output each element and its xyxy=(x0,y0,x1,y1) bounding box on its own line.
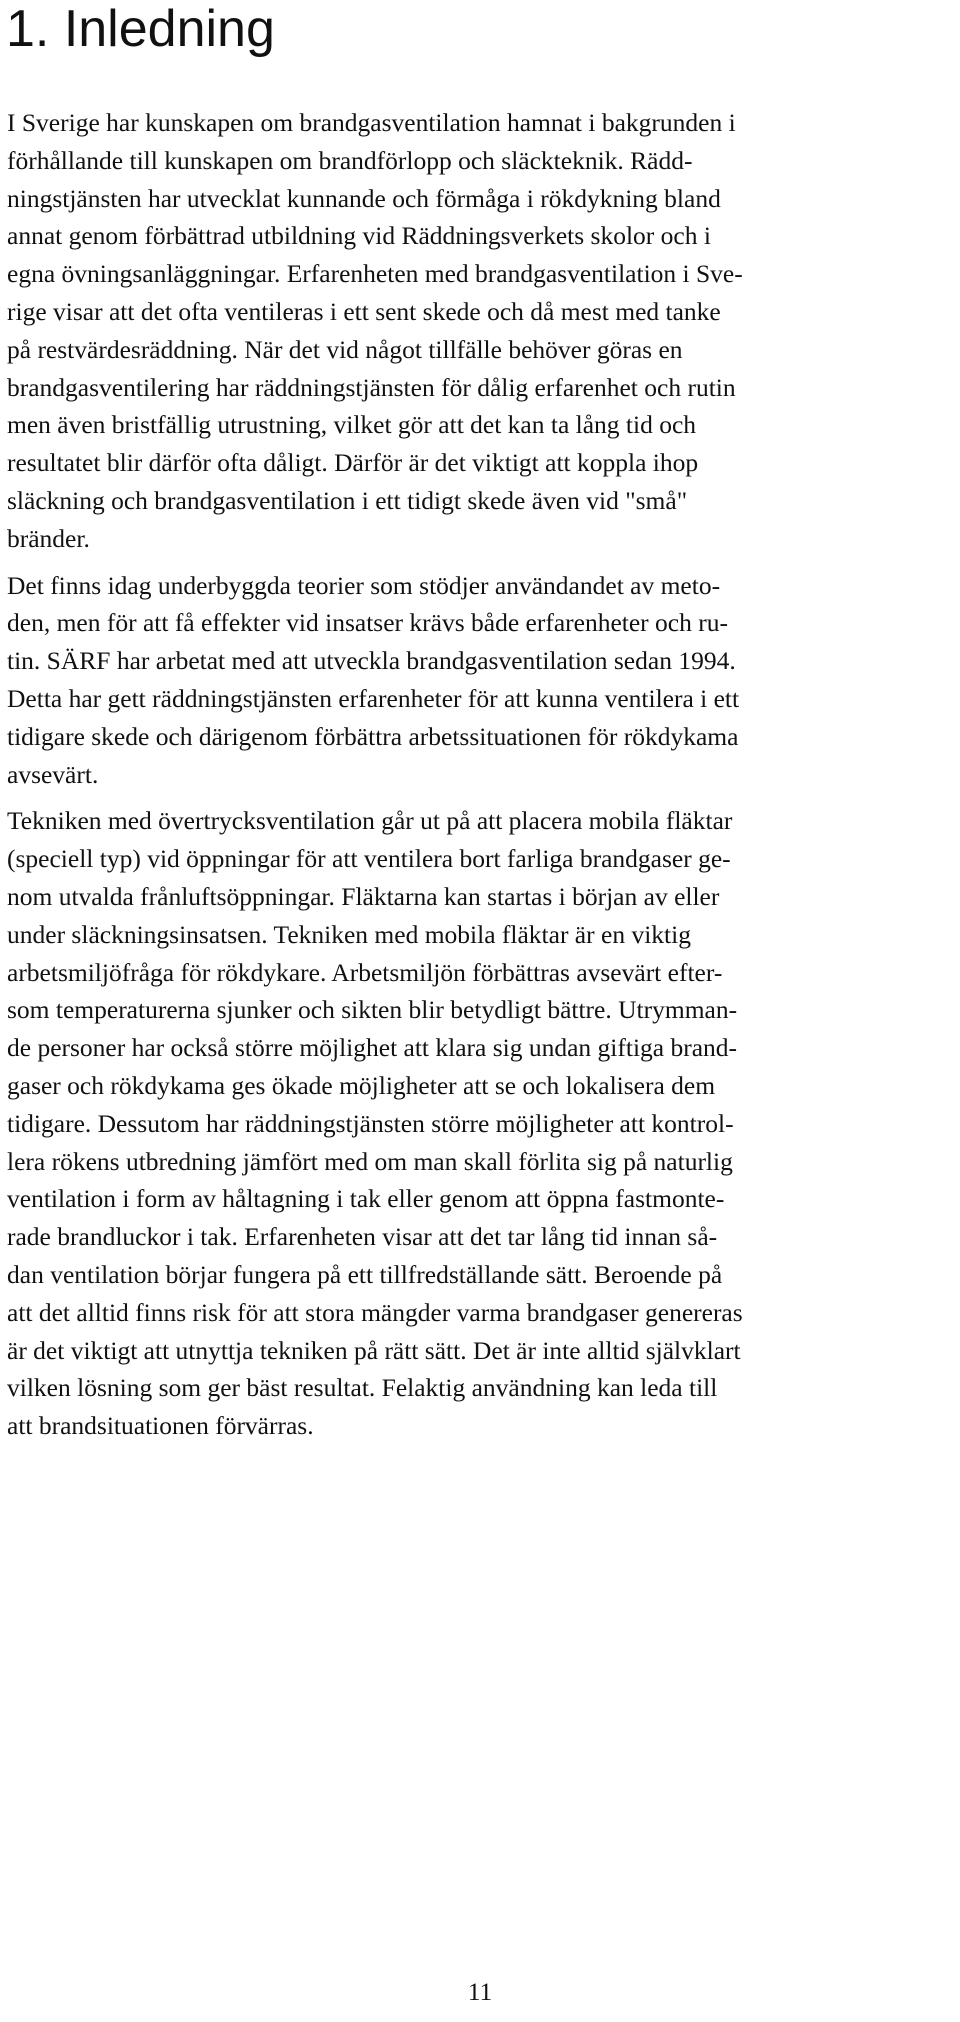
paragraph-1 xyxy=(7,104,957,558)
paragraph-line: egna övningsanläggningar. Erfarenheten med brandgasventilation i Sve- xyxy=(7,259,743,289)
paragraph-line: lera rökens utbredning jämfört med om man skall förlita sig på naturlig xyxy=(7,1146,733,1176)
paragraph-line: den, men för att få effekter vid insatser krävs både erfarenheter och ru- xyxy=(7,608,728,638)
paragraph-line: bränder. xyxy=(7,523,90,553)
paragraph-line: att det alltid finns risk för att stora mängder varma brandgaser genereras xyxy=(7,1297,743,1327)
paragraph-line: dan ventilation börjar fungera på ett tillfredställande sätt. Beroende på xyxy=(7,1259,723,1289)
paragraph-line: Tekniken med övertrycksventilation går ut på att placera mobila fläktar xyxy=(7,806,733,836)
paragraph-line: de personer har också större möjlighet att klara sig undan giftiga brand- xyxy=(7,1033,738,1063)
paragraph-line: släckning och brandgasventilation i ett tidigt skede även vid "små" xyxy=(7,485,688,515)
paragraph-line: som temperaturerna sjunker och sikten blir betydligt bättre. Utrymman- xyxy=(7,995,738,1025)
paragraph-3 xyxy=(7,802,957,1445)
paragraph-line: att brandsituationen förvärras. xyxy=(7,1411,314,1441)
paragraph-line: avsevärt. xyxy=(7,759,99,789)
paragraph-2 xyxy=(7,567,957,794)
paragraph-line: är det viktigt att utnyttja tekniken på rätt sätt. Det är inte alltid självklart xyxy=(7,1335,741,1365)
paragraph-line: gaser och rökdykama ges ökade möjligheter att se och lokalisera dem xyxy=(7,1070,716,1100)
paragraph-line: tin. SÄRF har arbetat med att utveckla brandgasventilation sedan 1994. xyxy=(7,646,736,676)
paragraph-line: ventilation i form av håltagning i tak eller genom att öppna fastmonte- xyxy=(7,1184,725,1214)
paragraph-line: nom utvalda frånluftsöppningar. Fläktarna kan startas i början av eller xyxy=(7,881,720,911)
paragraph-line: rade brandluckor i tak. Erfarenheten visar att det tar lång tid innan så- xyxy=(7,1222,718,1252)
paragraph-line: förhållande till kunskapen om brandförlopp och släckteknik. Rädd- xyxy=(7,145,693,175)
paragraph-line: tidigare skede och därigenom förbättra arbetssituationen för rökdykama xyxy=(7,721,739,751)
paragraph-line: (speciell typ) vid öppningar för att ventilera bort farliga brandgaser ge- xyxy=(7,844,731,874)
body-text xyxy=(7,104,957,1445)
page-number: 11 xyxy=(467,1977,493,2006)
paragraph-line: ningstjänsten har utvecklat kunnande och förmåga i rökdykning bland xyxy=(7,183,721,213)
paragraph-line: på restvärdesräddning. När det vid något tillfälle behöver göras en xyxy=(7,334,683,364)
section-heading: 1. Inledning xyxy=(6,0,275,58)
paragraph-line: Det finns idag underbyggda teorier som stödjer användandet av meto- xyxy=(7,570,721,600)
paragraph-line: I Sverige har kunskapen om brandgasventilation hamnat i bakgrunden i xyxy=(7,108,736,137)
paragraph-line: under släckningsinsatsen. Tekniken med mobila fläktar är en viktig xyxy=(7,919,691,949)
paragraph-line: vilken lösning som ger bäst resultat. Felaktig användning kan leda till xyxy=(7,1373,718,1403)
paragraph-line: rige visar att det ofta ventileras i ett sent skede och då mest med tanke xyxy=(7,296,721,326)
paragraph-line: annat genom förbättrad utbildning vid Räddningsverkets skolor och i xyxy=(7,221,711,251)
paragraph-line: tidigare. Dessutom har räddningstjänsten större möjligheter att kontrol- xyxy=(7,1108,734,1138)
paragraph-line: resultatet blir därför ofta dåligt. Därför är det viktigt att koppla ihop xyxy=(7,448,699,478)
paragraph-line: men även bristfällig utrustning, vilket gör att det kan ta lång tid och xyxy=(7,410,697,440)
paragraph-line: arbetsmiljöfråga för rökdykare. Arbetsmiljön förbättras avsevärt efter- xyxy=(7,957,723,987)
paragraph-line: Detta har gett räddningstjänsten erfarenheter för att kunna ventilera i ett xyxy=(7,683,740,713)
paragraph-line: brandgasventilering har räddningstjänsten för dålig erfarenhet och rutin xyxy=(7,372,736,402)
